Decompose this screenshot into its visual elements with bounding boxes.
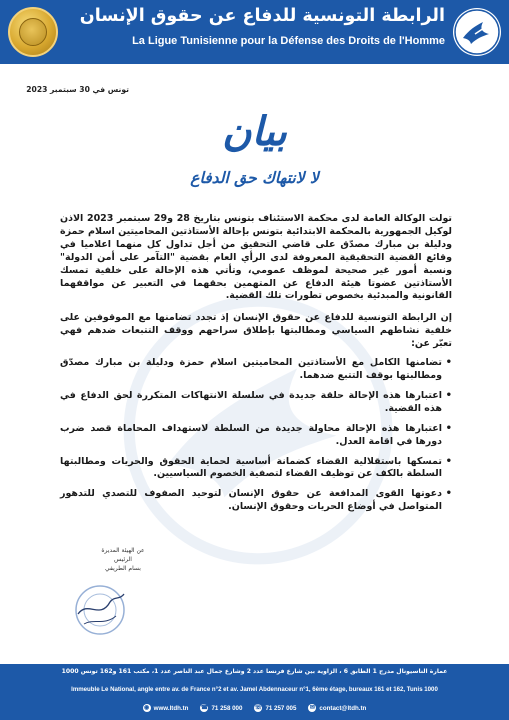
demands-list	[60, 357, 452, 514]
email-text: contact@ltdh.tn	[319, 704, 367, 712]
paragraph-1: تولت الوكالة العامة لدى محكمة الاستئناف بتونس بتاريخ 28 و29 سبتمبر 2023 الاذن لوكيل الجمهورية بالمحكمة الابتدائية بتونس بإحالة الأستاذتين المحاميتين اسلام حمزة ودليلة بن مبارك مصدّق على قاضي التحقيق من أجل تداول كل منهما اعلاميا في وقائع القضية التحقيقية المعروفة لدى الرأي العام بقضية "التآمر على أمن الدولة" ونسبة أمور غير صحيحة لموظف عمومي، وتأتي هذه الإحالة على خلفية تمسك الأستاذتين عضوتا هيئة الدفاع عن المتهمين بحقهما في التعبير عن مواقفهما القانونية والمبدئية بخصوص تطورات تلك القضية.	[60, 213, 453, 302]
phone2-text: 71 257 005	[265, 704, 297, 712]
website-contact[interactable]	[143, 704, 189, 712]
list-item: • اعتبارها هذه الإحالة حلقة جديدة في سلسلة الانتهاكات المتكررة لحق الدفاع في هذه القضية.	[60, 390, 452, 416]
footer-address-french: Immeuble Le National, angle entre av. de France n°2 et av. Jamel Abdennaceur n°1, 6ème étage, bureaux 161 et 162, Tunis 1000	[71, 686, 438, 693]
nobel-medal-icon	[8, 7, 58, 57]
medal-face	[19, 18, 47, 46]
phone-icon: ☎	[200, 705, 209, 711]
list-item: • تضامنها الكامل مع الأستاذتين المحاميتين اسلام حمزة ودليلة بن مبارك مصدّق ومطالبتها بوقف التتبع ضدهما.	[60, 357, 452, 383]
signature-name: بسام الطريفي	[105, 565, 141, 572]
footer-address-arabic: عمارة الناسيونال مدرج 1 الطابق 6 ، الزاوية بين شارع فرنسا عدد 2 وشارع جمال عبد الناصر عدد 1، مكتب 161 و162 تونس 1000	[61, 668, 448, 675]
signature-block	[93, 546, 153, 573]
statement-body	[60, 213, 452, 521]
website-text: www.ltdh.tn	[153, 704, 189, 712]
document-date: تونس في 30 سبتمبر 2023	[26, 85, 129, 94]
statement-subtitle: لا لانتهاك حق الدفاع	[190, 168, 319, 187]
paragraph-2: إن الرابطة التونسية للدفاع عن حقوق الإنسان إذ تجدد تضامنها مع الموقوفين على خلفية نشاطهم السياسي ومطالبتها بإطلاق سراحهم ووقف التتبعات ضدهم فهي تعبّر عن:	[60, 312, 452, 350]
list-item: • تمسكها باستقلالية القضاء كضمانة أساسية لحماية الحقوق والحريات ومطالبتها السلطة بالكف عن توظيف القضاء لتصفية الخصوم السياسيين.	[60, 456, 452, 482]
list-item: • دعوتها القوى المدافعة عن حقوق الإنسان لتوحيد الصفوف للتصدي للتدهور المتواصل في أوضاع الحريات وحقوق الإنسان.	[60, 488, 452, 514]
footer-contacts	[0, 704, 509, 712]
official-stamp-icon	[70, 580, 130, 640]
list-item: • اعتبارها هذه الإحالة محاولة جديدة من السلطة لاستهداف المحاماة قصد ضرب دورها في اقامة العدل.	[60, 423, 452, 449]
globe-icon: ◉	[144, 705, 150, 711]
org-name-arabic: الرابطة التونسية للدفاع عن حقوق الإنسان	[79, 6, 445, 26]
letterhead-footer	[0, 664, 509, 720]
email-icon: ✉	[309, 705, 315, 711]
email-contact[interactable]	[308, 704, 366, 712]
fax-icon: ☏	[254, 705, 263, 711]
org-name-french: La Ligue Tunisienne pour la Défense des Droits de l'Homme	[132, 35, 445, 47]
signature-role: الرئيس	[114, 556, 132, 563]
phone2-contact[interactable]	[254, 704, 296, 712]
phone1-text: 71 258 000	[211, 704, 243, 712]
signature-board: عن الهيئة المديرة	[101, 547, 145, 554]
letterhead-banner	[0, 0, 509, 64]
phone1-contact[interactable]	[200, 704, 242, 712]
ltdh-dove-logo-icon	[453, 8, 501, 56]
statement-title: بيان	[222, 108, 287, 155]
